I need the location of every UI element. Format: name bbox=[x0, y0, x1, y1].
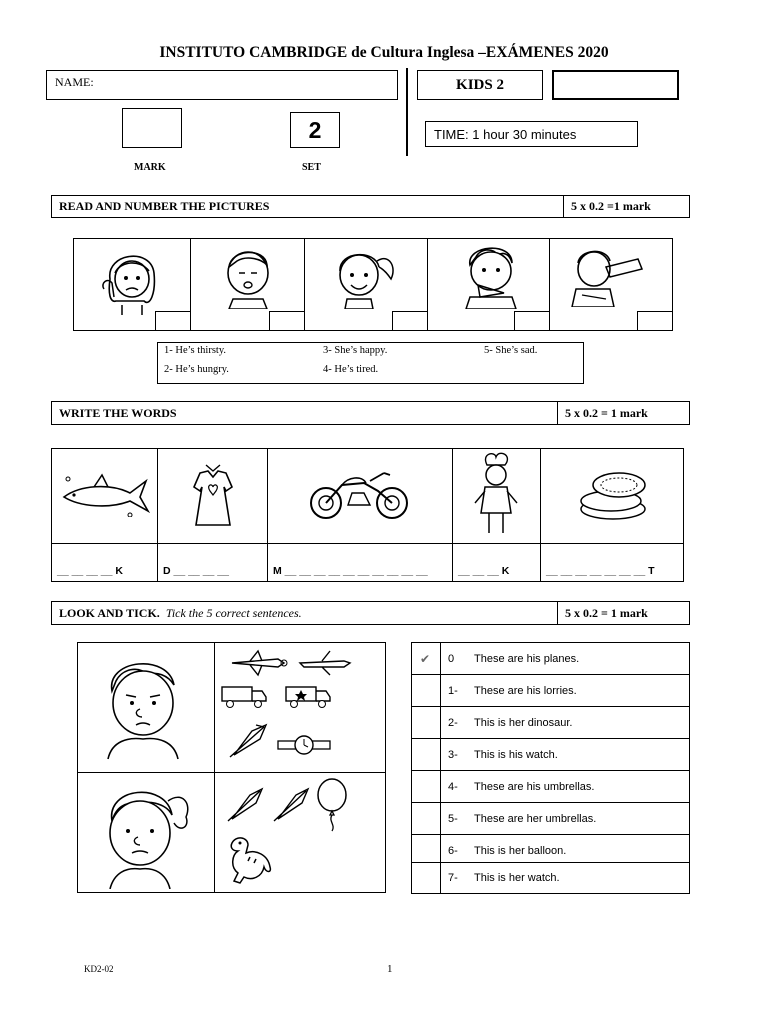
cook-picture bbox=[471, 451, 521, 537]
tick-row-text: These are her umbrellas. bbox=[474, 812, 597, 825]
umbrella-picture bbox=[226, 721, 272, 761]
section1-title: READ AND NUMBER THE PICTURES bbox=[59, 199, 270, 213]
tick-row-number: 5- bbox=[448, 812, 458, 825]
section3-header bbox=[51, 601, 558, 625]
tick-row-number: 6- bbox=[448, 844, 458, 857]
set-box bbox=[290, 112, 340, 148]
plane-picture bbox=[296, 649, 352, 677]
tick-row-number: 3- bbox=[448, 748, 458, 761]
answer-box-1[interactable] bbox=[155, 311, 191, 331]
sentence-3: 3- She’s happy. bbox=[323, 345, 388, 356]
word-blank-5[interactable]: __ __ __ __ __ __ __ T bbox=[546, 565, 655, 577]
tick-row-text: These are his lorries. bbox=[474, 684, 577, 697]
picture-cell-5 bbox=[549, 238, 673, 331]
word-blank-1[interactable]: __ __ __ __ K bbox=[57, 565, 123, 577]
time-label: TIME: 1 hour 30 minutes bbox=[434, 126, 577, 142]
tick-row-0 bbox=[411, 642, 690, 674]
name-label: NAME: bbox=[55, 75, 94, 89]
level-box bbox=[417, 70, 543, 100]
page-number: 1 bbox=[387, 963, 393, 975]
tick-divider bbox=[440, 707, 441, 738]
lorry-picture-2 bbox=[284, 683, 334, 709]
section2-header bbox=[51, 401, 558, 425]
answer-box-5[interactable] bbox=[637, 311, 673, 331]
tick-row-number: 1- bbox=[448, 684, 458, 697]
tick-row-number: 7- bbox=[448, 872, 458, 884]
tick-divider bbox=[440, 863, 441, 893]
extra-box bbox=[552, 70, 679, 100]
picture-strip bbox=[73, 238, 673, 331]
balloon-picture bbox=[314, 777, 350, 833]
tick-row-5[interactable] bbox=[411, 802, 690, 834]
word-cell-4 bbox=[452, 448, 541, 582]
section2-title: WRITE THE WORDS bbox=[59, 405, 177, 420]
word-line-3 bbox=[268, 543, 452, 544]
dress-picture bbox=[186, 461, 240, 529]
time-box bbox=[425, 121, 638, 147]
sentence-5: 5- She’s sad. bbox=[484, 345, 538, 356]
footer-code: KD2-02 bbox=[84, 964, 114, 974]
name-field[interactable] bbox=[46, 70, 398, 100]
word-line-2 bbox=[158, 543, 267, 544]
word-line-4 bbox=[453, 543, 540, 544]
level-label: KIDS 2 bbox=[456, 76, 504, 93]
mark-label: MARK bbox=[134, 162, 166, 173]
word-line-1 bbox=[52, 543, 157, 544]
dinosaur-picture bbox=[222, 833, 276, 885]
tick-row-text: This is his watch. bbox=[474, 748, 558, 761]
tick-row-number: 4- bbox=[448, 780, 458, 793]
word-blank-3[interactable]: M __ __ __ __ __ __ __ __ __ __ bbox=[273, 565, 428, 577]
set-label: SET bbox=[302, 162, 321, 173]
tick-row-1[interactable] bbox=[411, 674, 690, 706]
tick-picture-grid bbox=[77, 642, 386, 893]
word-cell-3 bbox=[267, 448, 453, 582]
section1-header bbox=[51, 195, 564, 218]
picture-cell-1 bbox=[73, 238, 191, 331]
lorry-picture-1 bbox=[220, 683, 270, 709]
sentence-4: 4- He’s tired. bbox=[323, 364, 379, 375]
tired-boy-picture bbox=[217, 243, 279, 309]
hungry-boy-picture bbox=[456, 241, 526, 309]
mark-box[interactable] bbox=[122, 108, 182, 148]
shark-picture bbox=[60, 471, 152, 517]
tick-row-text: These are his umbrellas. bbox=[474, 780, 595, 793]
umbrellas-picture bbox=[224, 785, 314, 825]
tick-row-3[interactable] bbox=[411, 738, 690, 770]
section3-score-text: 5 x 0.2 = 1 mark bbox=[565, 605, 648, 620]
section1-score-text: 5 x 0.2 =1 mark bbox=[571, 199, 651, 213]
tick-row-text: This is her dinosaur. bbox=[474, 716, 573, 729]
picture-cell-3 bbox=[304, 238, 428, 331]
section3-title: LOOK AND TICK. bbox=[59, 605, 160, 620]
boy-picture bbox=[98, 651, 188, 761]
exam-title: INSTITUTO CAMBRIDGE de Cultura Inglesa –EXÁMENES 2020 bbox=[159, 44, 609, 61]
tick-mark-icon[interactable]: ✔ bbox=[420, 651, 431, 666]
word-cell-5 bbox=[540, 448, 684, 582]
picture-cell-4 bbox=[427, 238, 550, 331]
tick-row-text: This is her watch. bbox=[474, 872, 560, 884]
word-grid bbox=[51, 448, 684, 582]
sentence-1: 1- He’s thirsty. bbox=[164, 345, 227, 356]
tick-row-7[interactable] bbox=[411, 862, 690, 894]
thirsty-boy-picture bbox=[570, 245, 646, 307]
set-value: 2 bbox=[308, 116, 322, 143]
section2-score-text: 5 x 0.2 = 1 mark bbox=[565, 405, 648, 420]
tick-divider bbox=[440, 771, 441, 802]
tick-row-4[interactable] bbox=[411, 770, 690, 802]
happy-girl-picture bbox=[327, 243, 399, 309]
answer-box-3[interactable] bbox=[392, 311, 428, 331]
section3-score bbox=[557, 601, 690, 625]
motorbike-picture bbox=[304, 465, 414, 521]
tick-divider bbox=[440, 739, 441, 770]
word-cell-1 bbox=[51, 448, 158, 582]
section2-score bbox=[557, 401, 690, 425]
picture-cell-2 bbox=[190, 238, 305, 331]
tick-divider bbox=[440, 675, 441, 706]
tick-divider bbox=[440, 643, 441, 674]
planes-picture bbox=[228, 647, 288, 677]
word-blank-2[interactable]: D __ __ __ __ bbox=[163, 565, 229, 577]
header-divider bbox=[406, 68, 408, 156]
tick-row-number: 0 bbox=[448, 652, 455, 665]
word-blank-4[interactable]: __ __ __ K bbox=[458, 565, 510, 577]
tick-row-text: These are his planes. bbox=[474, 652, 580, 665]
grid-hline bbox=[78, 772, 385, 773]
word-cell-2 bbox=[157, 448, 268, 582]
watch-picture bbox=[276, 733, 332, 757]
sad-girl-picture bbox=[96, 243, 166, 315]
answer-box-4[interactable] bbox=[514, 311, 550, 331]
answer-box-2[interactable] bbox=[269, 311, 305, 331]
sentence-2: 2- He’s hungry. bbox=[164, 364, 229, 375]
section3-instruction: Tick the 5 correct sentences. bbox=[165, 605, 302, 620]
sentence-list bbox=[157, 342, 584, 384]
tick-divider bbox=[440, 803, 441, 834]
grid-vline bbox=[214, 643, 215, 892]
word-line-5 bbox=[541, 543, 683, 544]
tick-row-number: 2- bbox=[448, 716, 458, 729]
tick-row-text: This is her balloon. bbox=[474, 844, 567, 857]
girl-picture bbox=[96, 777, 196, 889]
biscuits-picture bbox=[575, 469, 649, 523]
tick-row-2[interactable] bbox=[411, 706, 690, 738]
section1-score bbox=[563, 195, 690, 218]
